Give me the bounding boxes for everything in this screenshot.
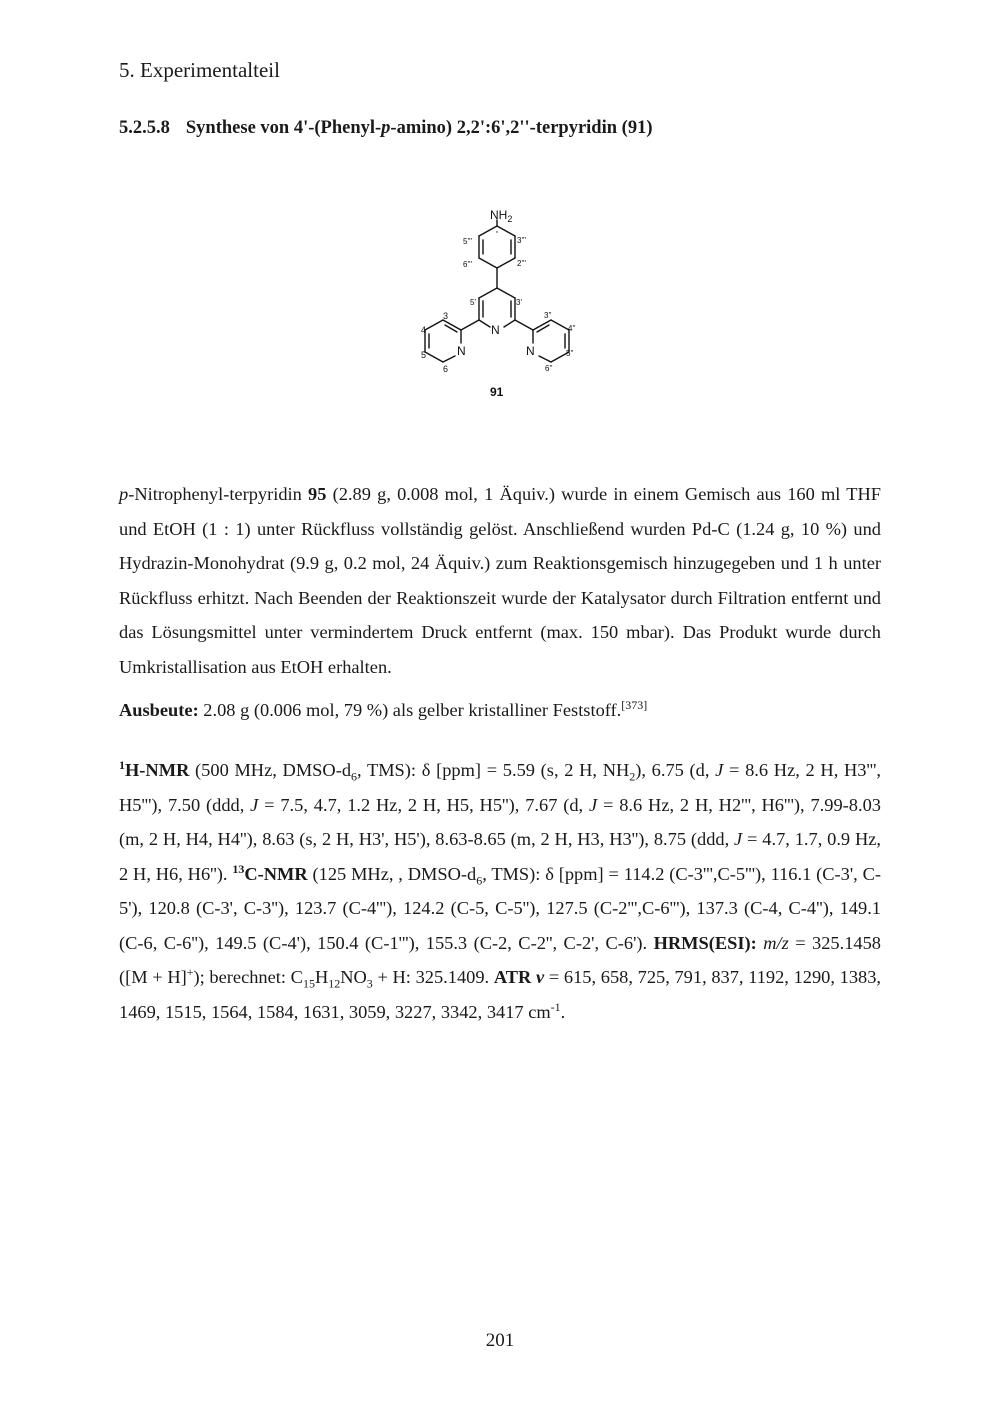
subscript: 6 (476, 873, 483, 888)
text: H (314, 967, 329, 987)
atom-label: 6'' (545, 364, 553, 373)
text: + H: 325.1409. (372, 967, 494, 987)
atom-label: 3' (516, 298, 522, 307)
structure-diagram (400, 195, 600, 410)
section-title-pre: Synthese von 4'-(Phenyl- (185, 118, 382, 138)
atom-label: 6 (443, 364, 449, 374)
atom-label: 3'' (544, 311, 552, 320)
text: = 8.6 Hz, 2 H, H2''', H6'''), 7.99-8.03 (m, 2 H, H4, H4''), 8.63 (s, 2 H, H3', H5'), 8.63-8.65 (m, 2 H, H3, H3''), 8.75 (ddd, (119, 794, 881, 849)
subscript: 2 (629, 769, 636, 784)
procedure-text: (2.89 g, 0.008 mol, 1 Äquiv.) wurde in einem Gemisch aus 160 ml THF und EtOH (1 : 1) unter Rückfluss vollständig gelöst. Anschließend wurden Pd-C (1.24 g, 10 %) und Hydrazin-Monohydrat (9.9 g, 0.2 mol, 24 Äquiv.) zum Reaktionsgemisch hinzugegeben und 1 h unter Rückfluss erhitzt. Nach Beenden der Reaktionszeit wurde der Katalysator durch Filtration entfernt und das Lösungsmittel unter vermindertem Druck entfernt (max. 150 mbar). Das Produkt wurde durch Umkristallisation aus EtOH erhalten. (119, 484, 881, 677)
c-nmr-label: C-NMR (244, 863, 308, 884)
bond (515, 320, 533, 330)
text: = 4.7, 1.7, 0.9 Hz, 2 H, H6, H6''). (119, 829, 882, 884)
superscript: + (186, 964, 194, 979)
bond (443, 356, 455, 362)
bond (479, 226, 497, 236)
atom-label: N (526, 344, 535, 358)
text: = 7.5, 4.7, 1.2 Hz, 2 H, H5, H5''), 7.67 (d, (258, 794, 589, 815)
bond (425, 352, 443, 362)
text: = 615, 658, 725, 791, 837, 1192, 1290, 1383, 1469, 1515, 1564, 1584, 1631, 3059, 3227, 3342, 3417 cm (119, 967, 882, 1022)
atom-label: 3 (443, 311, 449, 321)
text: ), 6.75 (d, (635, 760, 716, 780)
section-heading (119, 118, 652, 139)
subscript: 15 (302, 976, 315, 991)
section-title-p: p (381, 118, 391, 138)
p-prefix: p (119, 484, 129, 504)
h-nmr-label: H-NMR (125, 760, 190, 780)
page-number: 201 (485, 1330, 515, 1351)
text: , TMS): δ [ppm] = 114.2 (C-3''',C-5'''), 116.1 (C-3', C-5'), 120.8 (C-3', C-3''), 123.7 (C-4'''), 124.2 (C-5, C-5''), 127.5 (C-2''',C-6'''), 137.3 (C-4, C-4''), 149.1 (C-6, C-6''), 149.5 (C-4'), 150.4 (C-1'''), 155.3 (C-2, C-2'', C-2', C-6'). (119, 863, 881, 953)
bond (461, 320, 479, 330)
section-title-post: -amino) 2,2':6',2''-terpyridin (91) (390, 118, 653, 138)
text: ); berechnet: C (193, 967, 303, 987)
text: . (560, 1001, 566, 1022)
procedure-paragraph (119, 477, 881, 684)
atom-label: 6''' (463, 260, 473, 269)
section-number: 5.2.5.8 (119, 118, 170, 138)
bond (551, 320, 569, 330)
atom-label: 3''' (517, 236, 527, 245)
bond (497, 258, 515, 268)
nu-symbol: ν (536, 967, 545, 987)
atom-label: 4'' (568, 324, 576, 333)
text: , TMS): δ [ppm] = 5.59 (s, 2 H, NH (357, 760, 630, 780)
text: = 8.6 Hz, 2 H, H3''', H5'''), 7.50 (ddd, (119, 760, 882, 815)
compound-number: 91 (490, 385, 504, 399)
subscript: 3 (366, 976, 373, 991)
bond (479, 258, 497, 268)
text: NO (340, 967, 367, 987)
atom-label: 5 (421, 350, 427, 360)
yield-ref: [373] (621, 697, 648, 712)
procedure-lead: -Nitrophenyl-terpyridin (128, 484, 309, 504)
nh2-label: $NH_2$ (490, 208, 513, 224)
compound-ref: 95 (308, 484, 327, 504)
bond (504, 320, 515, 327)
mz: m/z (763, 932, 789, 953)
yield-text: 2.08 g (0.006 mol, 79 %) als gelber kristalliner Feststoff. (198, 700, 622, 720)
superscript: -1 (550, 999, 561, 1014)
bond (497, 288, 515, 298)
atom-label: 5'' (566, 349, 574, 358)
atr-label: ATR (493, 967, 532, 987)
subscript: 6 (351, 769, 358, 784)
bond (539, 356, 551, 362)
subscript: 12 (328, 976, 341, 991)
c-nmr-sup: 13 (232, 861, 245, 876)
atom-label: 4 (421, 325, 427, 335)
atom-label: 5''' (463, 237, 473, 246)
bond (425, 320, 443, 330)
coupling-j: J (734, 829, 743, 849)
bond (497, 226, 515, 236)
coupling-j: J (589, 794, 598, 815)
h-nmr-sup: 1 (119, 757, 125, 772)
text: = 325.1458 ([M + H] (119, 932, 881, 987)
chapter-header: 5. Experimentalteil (119, 58, 280, 82)
text: (125 MHz, , DMSO-d (307, 863, 477, 884)
yield-line (119, 697, 648, 721)
coupling-j: J (250, 794, 259, 815)
yield-label: Ausbeute: (119, 700, 199, 720)
atom-label: N (491, 323, 500, 337)
atom-label: 2''' (517, 259, 527, 268)
bond (479, 320, 490, 327)
bond (479, 288, 497, 298)
coupling-j: J (715, 760, 724, 780)
analytics-paragraph (119, 753, 881, 1029)
hrms-label: HRMS(ESI): (653, 932, 757, 953)
atom-label: N (457, 344, 466, 358)
atom-label: 5' (470, 298, 476, 307)
text: (500 MHz, DMSO-d (189, 760, 352, 780)
